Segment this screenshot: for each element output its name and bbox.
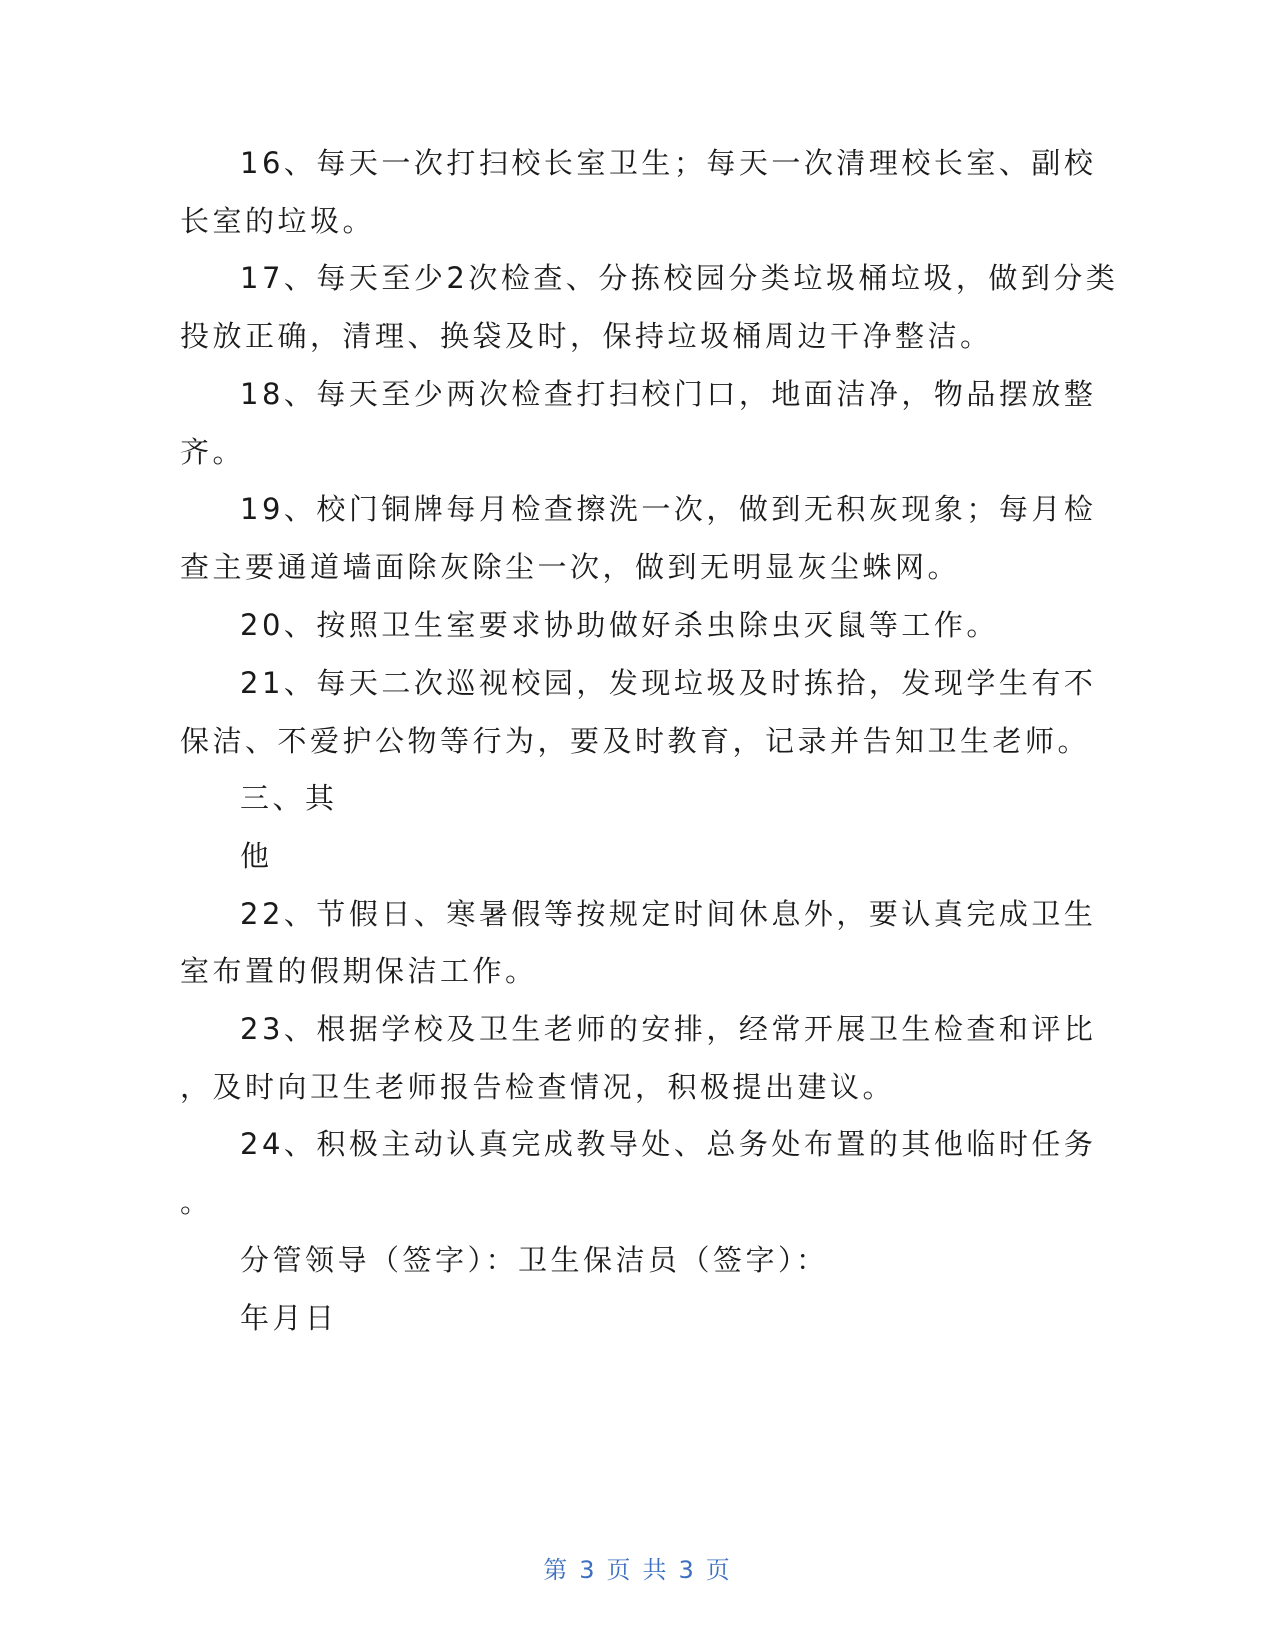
section-heading-line-2: 他 [240, 839, 273, 873]
paragraph-20-line-1: 20、按照卫生室要求协助做好杀虫除虫灭鼠等工作。 [240, 608, 999, 642]
paragraph-24-line-2: 。 [180, 1185, 213, 1219]
section-heading-line-1: 三、其 [240, 781, 338, 815]
page-footer [0, 1550, 1275, 1585]
paragraph-19-line-1: 19、校门铜牌每月检查擦洗一次，做到无积灰现象；每月检 [240, 492, 1097, 526]
footer-prefix: 第 [543, 1556, 570, 1584]
footer-suffix: 页 [705, 1556, 732, 1584]
paragraph-21-line-1: 21、每天二次巡视校园，发现垃圾及时拣拾，发现学生有不 [240, 666, 1097, 700]
paragraph-18-line-1: 18、每天至少两次检查打扫校门口，地面洁净，物品摆放整 [240, 377, 1097, 411]
footer-total-pages: 3 [678, 1556, 696, 1584]
footer-current-page: 3 [579, 1556, 597, 1584]
paragraph-22-line-1: 22、节假日、寒暑假等按规定时间休息外，要认真完成卫生 [240, 897, 1097, 931]
signature-line: 分管领导（签字）：卫生保洁员（签字）： [240, 1243, 829, 1277]
paragraph-21-line-2: 保洁、不爱护公物等行为，要及时教育，记录并告知卫生老师。 [180, 724, 1091, 758]
paragraph-24-line-1: 24、积极主动认真完成教导处、总务处布置的其他临时任务 [240, 1127, 1097, 1161]
paragraph-17-line-2: 投放正确，清理、换袋及时，保持垃圾桶周边干净整洁。 [180, 319, 993, 353]
footer-total-word: 共 [642, 1556, 669, 1584]
paragraph-18-line-2: 齐。 [180, 435, 246, 469]
footer-page-word: 页 [606, 1556, 633, 1584]
paragraph-17-line-1: 17、每天至少2次检查、分拣校园分类垃圾桶垃圾，做到分类 [240, 261, 1119, 295]
paragraph-22-line-2: 室布置的假期保洁工作。 [180, 954, 538, 988]
date-line: 年月日 [240, 1301, 338, 1335]
paragraph-16-line-1: 16、每天一次打扫校长室卫生；每天一次清理校长室、副校 [240, 146, 1097, 180]
paragraph-16-line-2: 长室的垃圾。 [180, 204, 376, 238]
paragraph-23-line-2: ，及时向卫生老师报告检查情况，积极提出建议。 [180, 1070, 896, 1104]
paragraph-23-line-1: 23、根据学校及卫生老师的安排，经常开展卫生检查和评比 [240, 1012, 1097, 1046]
paragraph-19-line-2: 查主要通道墙面除灰除尘一次，做到无明显灰尘蛛网。 [180, 550, 961, 584]
